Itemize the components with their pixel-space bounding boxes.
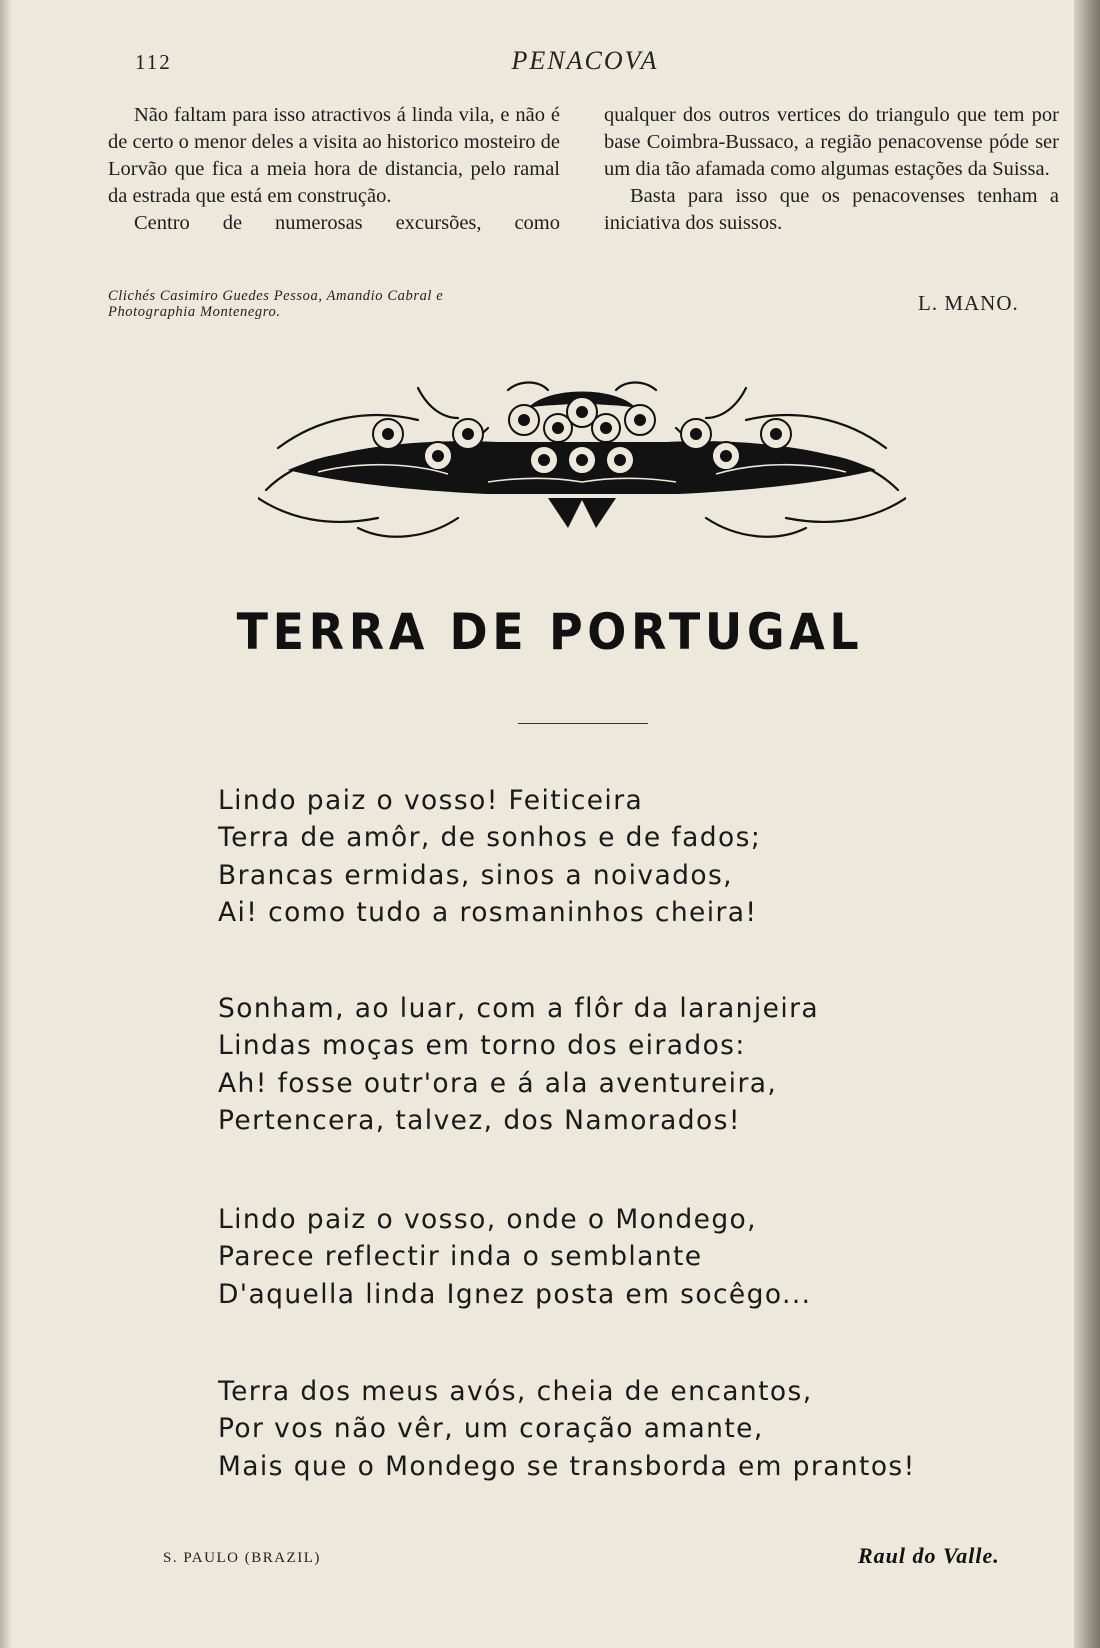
poem-line: Ah! fosse outr'ora e á ala aventureira, xyxy=(218,1067,778,1099)
imprint-location: S. PAULO (BRAZIL) xyxy=(163,1550,321,1566)
page-right-edge-shadow xyxy=(1074,0,1100,1648)
poem-line: Parece reflectir inda o semblante xyxy=(218,1241,703,1273)
article-right-column xyxy=(604,102,1059,237)
poem-line: Por vos não vêr, um coração amante, xyxy=(218,1413,764,1445)
article-paragraph: Centro de numerosas excursões, como xyxy=(134,212,560,234)
page-left-edge-shadow xyxy=(0,0,12,1648)
poem-line: Lindo paiz o vosso! Feiticeira xyxy=(218,785,644,816)
poem-line: Ai! como tudo a rosmaninhos cheira! xyxy=(218,896,758,928)
article-paragraph: Basta para isso que os penacovenses tenham a iniciativa dos suissos. xyxy=(604,185,1059,234)
floral-ornament-icon xyxy=(258,378,906,548)
article-left-column xyxy=(108,102,560,237)
poem-line: Pertencera, talvez, dos Namorados! xyxy=(218,1104,741,1136)
poem-line: Terra dos meus avós, cheia de encantos, xyxy=(218,1376,813,1407)
poem-line: D'aquella linda Ignez posta em socêgo... xyxy=(218,1278,812,1310)
poem-line: Terra de amôr, de sonhos e de fados; xyxy=(218,822,762,854)
poem-line: Mais que o Mondego se transborda em prantos! xyxy=(218,1450,916,1482)
poem-author: Raul do Valle. xyxy=(858,1543,1000,1568)
poem-stanza xyxy=(218,1373,916,1485)
photo-credits-line: Clichés Casimiro Guedes Pessoa, Amandio Cabral e xyxy=(108,288,444,304)
poem-stanza xyxy=(218,782,761,931)
poem-line: Lindas moças em torno dos eirados: xyxy=(218,1030,746,1062)
article-paragraph: qualquer dos outros vertices do triangulo que tem por base Coimbra-Bussaco, a região penacovense póde ser um dia tão afamada como algumas estações da Suissa. xyxy=(604,104,1059,180)
poem-stanza xyxy=(218,990,819,1139)
poem-stanza xyxy=(218,1201,811,1313)
running-title: PENACOVA xyxy=(511,46,659,75)
poem-title: TERRA DE PORTUGAL xyxy=(236,603,864,661)
poem-line: Brancas ermidas, sinos a noivados, xyxy=(218,859,733,891)
article-paragraph: Não faltam para isso atractivos á linda vila, e não é de certo o menor deles a visita ao historico mosteiro de Lorvão que fica a meia hora de distancia, pelo ramal da estrada que está em construção. xyxy=(108,104,561,207)
photo-credits-line: Photographia Montenegro. xyxy=(108,304,281,320)
page-number: 112 xyxy=(135,50,172,74)
article-signature: L. MANO. xyxy=(918,291,1019,315)
poem-line: Sonham, ao luar, com a flôr da laranjeira xyxy=(218,993,820,1024)
title-divider xyxy=(518,723,648,724)
photo-credits xyxy=(108,288,568,320)
poem-line: Lindo paiz o vosso, onde o Mondego, xyxy=(218,1204,757,1235)
